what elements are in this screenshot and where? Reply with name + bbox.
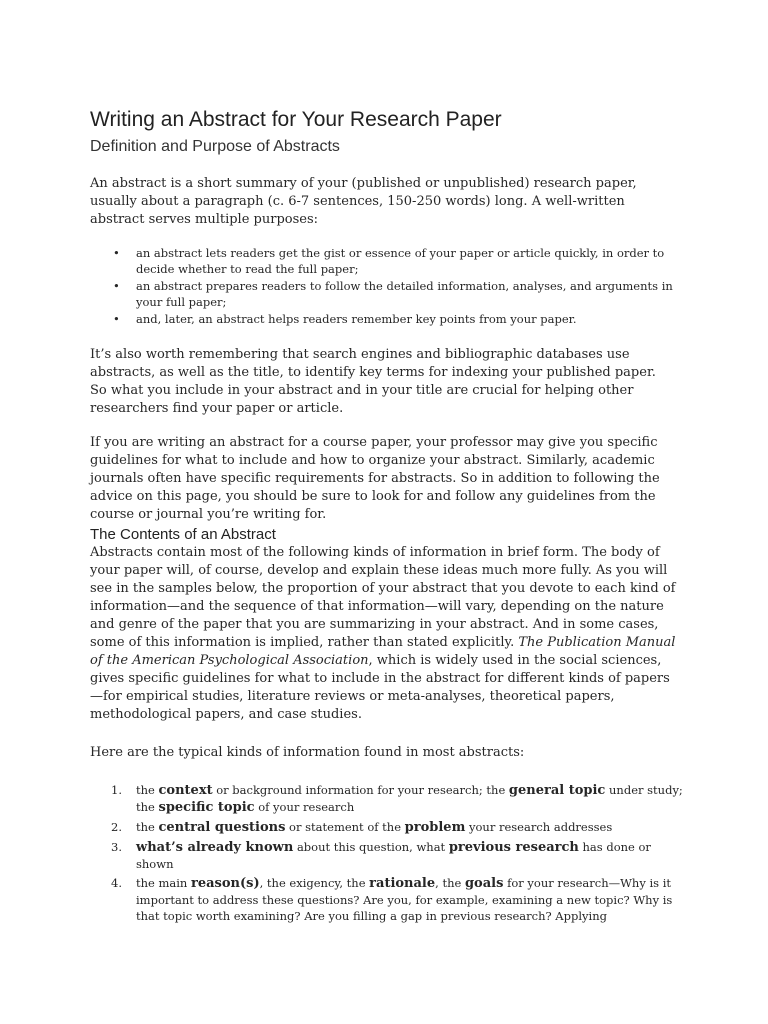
key-term: specific topic bbox=[158, 800, 255, 815]
search-engines-paragraph: It’s also worth remembering that search engines and bibliographic databases use abstracts, as well as the title, to identify key terms for indexing your published paper. So what you include in your abstract and in your title are crucial for helping other researchers find your paper or article. bbox=[90, 347, 656, 416]
intro-paragraph: An abstract is a short summary of your (published or unpublished) research paper, usually about a paragraph (c. 6-7 sentences, 150-250 words) long. A well-written abstract serves multiple purposes: bbox=[90, 176, 637, 227]
list-number: 4. bbox=[111, 876, 122, 890]
section-heading-definition: Definition and Purpose of Abstracts bbox=[90, 138, 340, 155]
list-number: 3. bbox=[111, 840, 122, 854]
list-text: , the exigency, the bbox=[259, 876, 370, 890]
list-item-text: and, later, an abstract helps readers remember key points from your paper. bbox=[136, 312, 577, 326]
list-item bbox=[90, 782, 690, 816]
section-heading-contents: The Contents of an Abstract bbox=[90, 526, 276, 543]
contents-paragraph bbox=[90, 544, 676, 724]
list-text: or background information for your research; the bbox=[212, 783, 509, 797]
document-title: Writing an Abstract for Your Research Paper bbox=[90, 108, 502, 131]
list-number: 2. bbox=[111, 820, 122, 834]
list-text: or statement of the bbox=[285, 820, 405, 834]
bullet-icon: • bbox=[113, 279, 120, 293]
key-term: context bbox=[158, 783, 213, 798]
list-text: , the bbox=[435, 876, 465, 890]
list-text: about this question, what bbox=[293, 840, 449, 854]
key-term: rationale bbox=[369, 876, 436, 891]
list-text: your research addresses bbox=[465, 820, 613, 834]
list-item bbox=[90, 839, 690, 872]
list-item bbox=[90, 819, 690, 836]
list-text: the bbox=[136, 820, 159, 834]
information-kinds-list bbox=[90, 782, 690, 927]
contents-text-end: , which is widely used in the social sciences, gives specific guidelines for what to include in the abstract for different kinds of papers—for empirical studies, literature reviews or meta-analyses, theoretical papers, methodological papers, and case studies. bbox=[90, 653, 670, 722]
list-text: for your research—Why is it important to address these questions? Are you, for example, examining a new topic? Why is that topic worth examining? Are you filling a gap in previous research? Applying bbox=[136, 876, 673, 923]
key-term: what’s already known bbox=[136, 840, 294, 855]
list-number: 1. bbox=[111, 783, 122, 797]
key-term: previous research bbox=[448, 840, 579, 855]
list-text: the main bbox=[136, 876, 191, 890]
course-paper-paragraph: If you are writing an abstract for a course paper, your professor may give you specific guidelines for what to include and how to organize your abstract. Similarly, academic journals often have specific requirements for abstracts. So in addition to following the advice on this page, you should be sure to look for and follow any guidelines from the course or journal you’re writing for. bbox=[90, 435, 660, 522]
list-item-text: an abstract prepares readers to follow the detailed information, analyses, and arguments in your full paper; bbox=[136, 279, 673, 309]
bullet-icon: • bbox=[113, 246, 120, 260]
list-item bbox=[90, 875, 690, 924]
list-text: the bbox=[136, 783, 159, 797]
bullet-icon: • bbox=[113, 312, 120, 326]
list-text: of your research bbox=[254, 800, 355, 814]
list-text: under study; the bbox=[136, 783, 683, 814]
key-term: problem bbox=[404, 820, 466, 835]
purposes-list bbox=[90, 246, 690, 330]
kinds-intro-paragraph: Here are the typical kinds of information found in most abstracts: bbox=[90, 745, 525, 760]
key-term: general topic bbox=[508, 783, 606, 798]
list-item-text: an abstract lets readers get the gist or essence of your paper or article quickly, in order to decide whether to read the full paper; bbox=[136, 246, 665, 276]
list-item bbox=[90, 246, 690, 277]
list-text: has done or shown bbox=[136, 840, 651, 871]
key-term: central questions bbox=[158, 820, 286, 835]
list-item bbox=[90, 312, 690, 328]
list-item bbox=[90, 279, 690, 310]
contents-text-start: Abstracts contain most of the following kinds of information in brief form. The body of your paper will, of course, develop and explain these ideas much more fully. As you will see in the samples below, the proportion of your abstract that you devote to each kind of information—and the sequence of that information—will vary, depending on the nature and genre of the paper that you are summarizing in your abstract. And in some cases, some of this information is implied, rather than stated explicitly. bbox=[90, 545, 676, 650]
key-term: goals bbox=[464, 876, 504, 891]
key-term: reason(s) bbox=[191, 876, 260, 891]
apa-manual-title: The Publication Manual of the American Psychological Association bbox=[90, 635, 676, 668]
